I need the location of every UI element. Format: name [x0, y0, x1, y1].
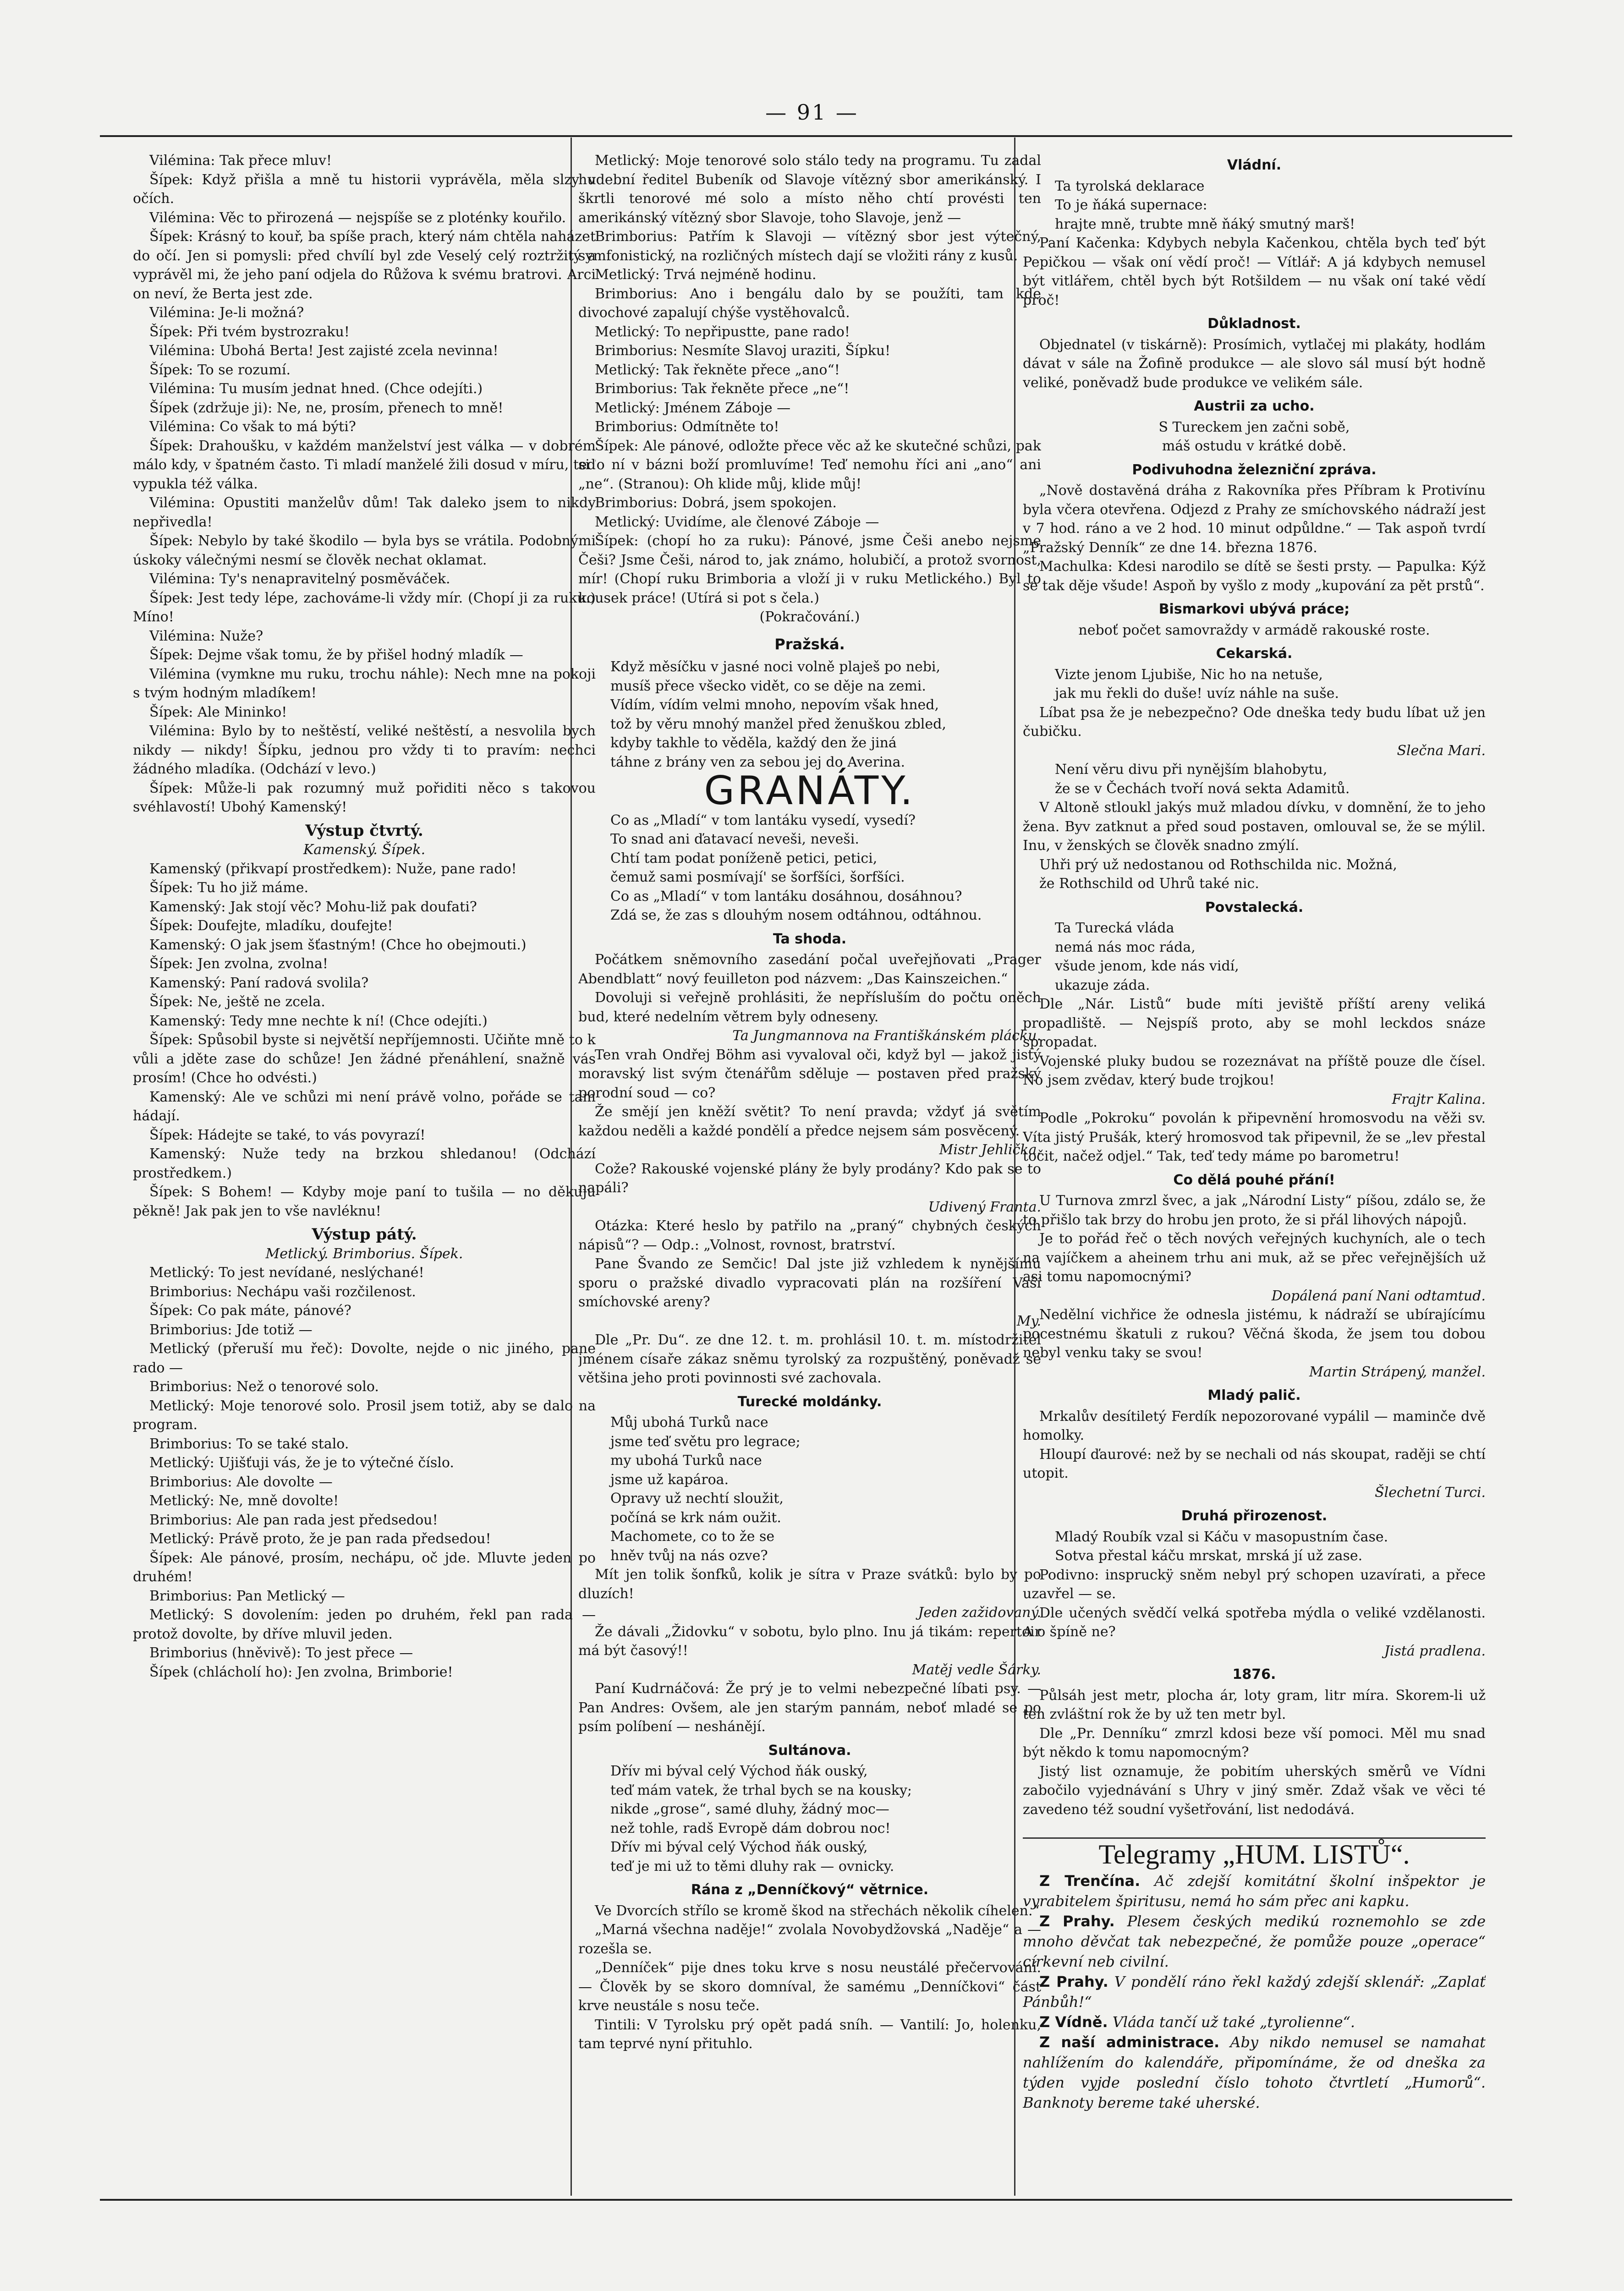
dialogue-line: Vilémina: Nuže? — [149, 628, 263, 644]
dialogue-line: Vilémina: Opustiti manželův dům! Tak daleko jsem to nikdy nepřivedla! — [133, 495, 596, 530]
dialogue-line: Brimborius: Dobrá, jsem spokojen. — [595, 495, 837, 511]
dialogue-line: Šípek: Drahoušku, v každém manželství jest válka — v dobrém málo kdy, v špatném často. Ti mladí manželé žili dosud v míru, teď vypukla též válka. — [133, 438, 596, 492]
telegram-item — [1023, 1871, 1486, 1911]
podivna-item: „Nově dostavěná dráha z Rakovníka přes Příbram k Protivínu byla včera otevřena. Odjezd z Prahy ze smíchovského nádraží jest v 7 hod. ráno a ve 2 hod. 10 minut odpůldne.“ — Tak aspoň tvrdí „Pražský Denník“ ze dne 14. března 1876. — [1023, 482, 1486, 556]
uceni-item: Dle učených svědčí velká spotřeba mýdla o veliké vzdělanosti. A o špíně ne? — [1023, 1605, 1486, 1640]
scene-4-dialogue — [133, 860, 596, 1221]
verse-line: tož by věru mnohý manžel před ženuškou zbled, — [610, 716, 946, 732]
dialogue-line: Kamenský: O jak jsem šťastným! (Chce ho obejmouti.) — [149, 937, 527, 953]
sultanova-title: Sultánova. — [768, 1742, 851, 1759]
verse-line: Když měsíčku v jasné noci volně plaješ po nebi, — [610, 659, 941, 675]
dialogue-line: Šípek: Ale Mininko! — [149, 704, 287, 720]
turnov-item: U Turnova zmrzl švec, a jak „Národní Listy“ píšou, zdálo se, že to přišlo tak brzy do hrobu jen proto, že si přál lihových nápojů. — [1023, 1193, 1486, 1228]
telegram-text: V pondělí ráno řekl každý zdejší sklenář: „Zaplať Pánbůh!“ — [1023, 1973, 1486, 2011]
povstalecka-verse — [1023, 919, 1486, 995]
verse-line: teď je mi už to těmi dluhy rak — ovnicky. — [610, 1858, 894, 1874]
column-3 — [1023, 151, 1486, 2176]
hloupi-item: Hloupí ďaurové: než by se nechali od nás skoupat, raději se chtí utopit. — [1023, 1446, 1486, 1481]
signature: My. — [1016, 1313, 1041, 1329]
telegram-text: Aby nikdo nemusel se namahat nahlížením do kalendáře, připomínáme, že od dneška za týden vyjde poslední číslo tohoto čtvrtletí „Humorů“. Banknoty bereme také uherské. — [1023, 2033, 1486, 2111]
pokrok-item: Podle „Pokroku“ povolán k připevnění hromosvodu na věži sv. Víta jistý Prušák, který hromosvod tak připevnil, že se „lev přestal točit, načež odjel.“ Tak, teď tedy máme po barometru! — [1023, 1110, 1486, 1164]
verse-line: jsme už kapároa. — [610, 1471, 729, 1488]
shoda-item: Ten vrah Ondřej Böhm asi vyvaloval oči, když byl — jakož jistý moravský list svým čtenářům sděluje — postaven před pražský porodní soud — co? — [578, 1047, 1041, 1101]
news-item: Ve Dvorcích střílo se kromě škod na střechách několik cíhelen.“ — [595, 1902, 1040, 1919]
verse-line: ukazuje záda. — [1055, 977, 1150, 993]
verse-line: Mladý Roubík vzal si Káču v masopustním čase. — [1055, 1529, 1388, 1545]
pr-dennik-item: Dle „Pr. Denníku“ zmrzl kdosi beze vší pomoci. Měl mu snad být někdo k tomu napomocným? — [1023, 1725, 1486, 1760]
news-item: „Marná všechna naděje!“ zvolala Novobydžovská „Naděje“ a — rozešla se. — [578, 1922, 1041, 1957]
play-dialogue — [133, 151, 596, 817]
signature: Frajtr Kalina. — [1392, 1091, 1486, 1107]
column-1 — [133, 151, 596, 2176]
dialogue-line: Metlický: Uvidíme, ale členové Záboje — — [595, 514, 879, 530]
shoda-item: Počátkem sněmovního zasedání počal uveřejňovati „Prager Abendblatt“ nový feuilleton pod názvem: „Das Kainszeichen.“ — [578, 952, 1041, 987]
austrii-verse — [1023, 418, 1486, 456]
dialogue-line: Šípek: Krásný to kouř, ba spíše prach, který nám chtěla naházet do očí. Jen si pomysli: před chvílí byl zde Veselý celý roztržitý a vyprávěl mi, že jeho paní odjela do Růžova k svému bratrovi. Arci on neví, že Berta jest zde. — [133, 229, 596, 302]
column-2 — [578, 151, 1041, 2176]
short-item: Paní Kudrnáčová: Že prý je to velmi nebezpečné líbati psy. — Pan Andres: Ovšem, ale jen starým pannám, neboť mladé se po psím políbení — neshánějí. — [578, 1681, 1041, 1735]
telegram-city: Z Vídně. — [1039, 2013, 1108, 2031]
vladni-title: Vládní. — [1227, 157, 1282, 173]
shoda-item-sig: Ta Jungmannova na Františkánském plácku. — [732, 1028, 1041, 1044]
verse-line: Zdá se, že zas s dlouhým nosem odtáhnou, odtáhnou. — [610, 907, 982, 923]
dialogue-line: Vilémina: Je-li možná? — [149, 305, 304, 321]
granaty-masthead: GRANÁTY. — [704, 768, 916, 814]
nar-listu-item: Dle „Nár. Listů“ bude míti jeviště příští areny veliká propadliště. — Nejspíš proto, aby se mohl leckdos snáze spropadat. — [1023, 996, 1486, 1050]
short-item: Že dávali „Židovku“ v sobotu, bylo plno. Inu já tikám: repertoir má být časový!! — [578, 1623, 1041, 1659]
dialogue-line: Brimborius: Nechápu vaši rozčilenost. — [149, 1283, 416, 1300]
altone-item: V Altoně stloukl jakýs muž mladou dívku, v domnění, že to jeho žena. Byv zatknut a před soud postaven, omlouval se, že se mýlil. Inu, v ženských se člověk snadno zmýlí. — [1023, 800, 1486, 854]
telegram-city: Z Trenčína. — [1039, 1872, 1141, 1890]
verse-line: my ubohá Turků nace — [610, 1452, 762, 1469]
shoda-item: Dle „Pr. Du“. ze dne 12. t. m. prohlásil 10. t. m. místodržitel jménem císaře zákaz sněmu tyrolský za rozpuštěný, poněvadž se většina jeho proti povinnosti své zachovala. — [578, 1332, 1041, 1386]
verse-line: máš ostudu v krátké době. — [1162, 438, 1347, 454]
scene-5-dialogue — [133, 1263, 596, 1682]
vichrice-item: Nedělní vichřice že odnesla jistému, k nádraží se ubírajícímu pocestnému škatuli z rukou? Věčná škoda, že jsem tou dobou nebyl venku taky se svou! — [1023, 1307, 1486, 1361]
telegram-text: Vláda tančí už také „tyrolienne“. — [1108, 2013, 1355, 2031]
nebezpecne-item: Líbat psa že je nebezpečno? Ode dneška tedy budu líbat už jen čubičku. — [1023, 704, 1486, 740]
verse-line: než tohle, radš Evropě dám dobrou noc! — [610, 1820, 891, 1836]
rana-items — [578, 1902, 1041, 2054]
dialogue-line: Vilémina: Tu musím jednat hned. (Chce odejíti.) — [149, 381, 483, 397]
prazska-verse — [578, 658, 1041, 772]
signature: Matěj vedle Šárky. — [912, 1661, 1041, 1678]
telegram-item — [1023, 2032, 1486, 2113]
dialogue-line: Šípek: Při tvém bystrozraku! — [149, 323, 350, 340]
dialogue-line: Šípek: Spůsobil byste si největší nepříjemnosti. Učiňte mně to k vůli a jděte zase do schůze! Jen žádné přenáhlení, snažně vás prosím! (Chce ho odvésti.) — [133, 1032, 596, 1086]
signature: Udivený Franta. — [928, 1199, 1041, 1215]
signature: Martin Strápený, manžel. — [1309, 1364, 1486, 1380]
dialogue-line: Brimborius (hněvivě): To jest přece — — [149, 1645, 413, 1661]
verse-line: Machomete, co to že se — [610, 1529, 775, 1545]
dialogue-line: Kamenský (přikvapí prostředkem): Nuže, pane rado! — [149, 860, 517, 877]
verse-line: počíná se krk nám oužit. — [610, 1509, 781, 1526]
mlady-item: Mrkalův desítiletý Ferdík nepozorované vypálil — maminče dvě homolky. — [1023, 1408, 1486, 1443]
dialogue-line: Kamenský: Ale ve schůzi mi není právě volno, pořáde se tam hádají. — [133, 1089, 596, 1124]
dialogue-line: Metlický: Tak řekněte přece „ano“! — [595, 362, 840, 378]
dukladnost-title: Důkladnost. — [1207, 316, 1301, 332]
dialogue-line: Šípek: Hádejte se také, to vás povyrazí! — [149, 1127, 426, 1143]
dialogue-line: Metlický: Moje tenorové solo stálo tedy na programu. Tu zadal hudební ředitel Bubeník od Slavoje vítězný sbor amerikánský. I škrtli tenorové mé solo a místo něho chtí provésti ten amerikánský vítězný sbor Slavoje, toho Slavoje, jenž — — [578, 153, 1041, 226]
bismarck-title: Bismarkovi ubývá práce; — [1158, 601, 1350, 617]
dialogue-line: Šípek: To se rozumí. — [149, 362, 291, 378]
verse-line: nikde „grose“, samé dluhy, žádný moc— — [610, 1801, 889, 1817]
verse-line: Vídím, vídím velmi mnoho, nepovím však hned, — [610, 697, 939, 713]
telegrams — [1023, 1871, 1486, 2113]
dialogue-line: Vilémina: Tak přece mluv! — [149, 153, 332, 169]
signature: Jeden zažidovaný. — [918, 1605, 1041, 1621]
verse-line: hněv tvůj na nás ozve? — [610, 1547, 768, 1564]
dialogue-line: Metlický: Ujišťuji vás, že je to výtečné číslo. — [149, 1455, 454, 1471]
dialogue-line: Kamenský: Jak stojí věc? Mohu-liž pak doufati? — [149, 899, 477, 915]
verse-line: Vizte jenom Ljubiše, Nic ho na netuše, — [1055, 666, 1323, 683]
granaty-verse — [578, 811, 1041, 925]
verse-line: To je ňáká supernace: — [1055, 197, 1207, 213]
shoda-title: Ta shoda. — [773, 931, 847, 947]
signature: Dopálená paní Nani odtamtud. — [1271, 1288, 1486, 1304]
dialogue-line: Brimborius: Patřím k Slavoji — vítězný sbor jest výtečný, symfonistický, na rozličných místech dají se vložiti rány z kusů. — [578, 229, 1041, 264]
verse-line: jsme teď světu pro legrace; — [610, 1433, 801, 1450]
sultanova-verse — [578, 1762, 1041, 1876]
scene-4-title: Výstup čtvrtý. — [305, 821, 423, 840]
rana-title: Rána z „Denníčkový“ větrnice. — [691, 1882, 929, 1898]
signature: Slečna Mari. — [1397, 742, 1486, 759]
dialogue-line: Vilémina: Bylo by to neštěstí, veliké neštěstí, a nesvolila bych nikdy — nikdy! Šípku, jednou pro vždy ti to pravím: nechci žádného mladíka. (Odchází v levo.) — [133, 723, 596, 777]
dialogue-line: Brimborius: Jde totiž — — [149, 1321, 313, 1338]
dialogue-line: Vilémina (vymkne mu ruku, trochu náhle): Nech mne na pokoji s tvým hodným mladíkem! — [133, 666, 596, 701]
dialogue-line: Vilémina: Věc to přirozená — nejspíše se z ploténky kouřilo. — [149, 209, 566, 226]
continuation-note: (Pokračování.) — [759, 609, 860, 625]
dialogue-line: Brimborius: Ano i bengálu dalo by se použíti, tam kde divochové zapalují chýše vystěhovalců. — [578, 285, 1041, 321]
scene-5-title: Výstup pátý. — [312, 1225, 417, 1244]
verse-line: Opravy už nechtí sloužit, — [610, 1491, 784, 1507]
verse-line: Můj ubohá Turků nace — [610, 1414, 768, 1431]
verse-line: Chtí tam podat poníženě petici, petici, — [610, 850, 878, 866]
moldanky-verse — [578, 1413, 1041, 1565]
verse-line: Ta Turecká vláda — [1055, 920, 1174, 936]
verse-line: Sotva přestal káču mrskat, mrská jí už zase. — [1055, 1548, 1363, 1564]
verse-line: Co as „Mladí“ v tom lantáku dosáhnou, dosáhnou? — [610, 888, 962, 904]
dialogue-line: Brimborius: Odmítněte to! — [595, 419, 779, 435]
machulka-item: Machulka: Kdesi narodilo se dítě se šesti prsty. — Papulka: Kýž se tak děje všude! Aspoň by vyšlo z mody „kupování za pět prstů“. — [1023, 559, 1486, 594]
mlady-title: Mladý palič. — [1207, 1387, 1301, 1403]
podivno-item: Podivno: inspruckÿ sněm nebyl prý schopen uzavírati, a přece uzavřel — se. — [1023, 1567, 1486, 1602]
shoda-item: Že smějí jen kněží světit? To není pravda; vždyť já světím každou neděli a každé pondělí a předce nejsem sám posvěcený. — [578, 1104, 1041, 1139]
news-item: Tintili: V Tyrolsku prý opět padá sníh. — Vantilí: Jo, holenku, tam teprvé nyní přituhlo. — [578, 2017, 1041, 2052]
dialogue-line: Šípek (chlácholí ho): Jen zvolna, Brimborie! — [149, 1664, 453, 1680]
dialogue-line: Brimborius: Ale pan rada jest předsedou! — [149, 1512, 438, 1528]
prani-title: Co dělá pouhé přání! — [1173, 1172, 1335, 1188]
verse-line: všude jenom, kde nás vidí, — [1055, 958, 1239, 974]
telegrams-header: Telegramy „HUM. LISTŮ“. — [1023, 1837, 1486, 1864]
verse-line: táhne z brány ven za sebou jej do Averina. — [610, 754, 905, 770]
vladni-verse — [1023, 177, 1486, 234]
dialogue-line: Metlický: Jménem Záboje — — [595, 400, 791, 416]
austrii-title: Austrii za ucho. — [1194, 398, 1315, 414]
news-item: „Denníček“ pije dnes toku krve s nosu neustálé přečervování. — Člověk by se skoro domníval, že samému „Denníčkovi“ část krve neustále s nosu teče. — [578, 1960, 1041, 2014]
kacenka-item: Paní Kačenka: Kdybych nebyla Kačenkou, chtěla bych teď být Pepičkou — však oní vědí proč! — Vítlář: A já kdybych nemusel být vitlářem, chtěl bych být Rotšildem — nu však oní také vědí proč! — [1023, 235, 1486, 308]
dialogue-line: Vilémina: Co však to má býti? — [149, 419, 356, 435]
verse-line: Dřív mi býval celý Východ ňák ouský, — [610, 1763, 868, 1779]
dialogue-line: Vilémina: Ubohá Berta! Jest zajisté zcela nevinna! — [149, 343, 499, 359]
podivna-title: Podivuhodna železniční zpráva. — [1132, 461, 1377, 478]
dialogue-line: Brimborius: Tak řekněte přece „ne“! — [595, 381, 850, 397]
dialogue-line: Šípek: Tu ho již máme. — [149, 880, 309, 896]
telegram-text: Plesem českých medikú roznemohlo se zde mnoho děvčat tak nebezpečné, že pomůže pouze „operace“ církevní neb civilní. — [1023, 1912, 1486, 1970]
dialogue-line: Kamenský: Tedy mne nechte k ní! (Chce odejíti.) — [149, 1013, 488, 1029]
dialogue-line: Metlický: S dovolením: jeden po druhém, řekl pan rada — protož dovolte, by dříve mluvil jeden. — [133, 1607, 596, 1642]
dialogue-line: Šípek (zdržuje ji): Ne, ne, prosím, přenech to mně! — [149, 400, 504, 416]
cekarska-title: Cekarská. — [1216, 646, 1293, 662]
telegram-city: Z naší administrace. — [1039, 2033, 1220, 2051]
play-dialogue-cont — [578, 151, 1041, 608]
verse-line: S Tureckem jen začni sobě, — [1158, 419, 1350, 435]
news-line: že Rothschild od Uhrů také nic. — [1039, 876, 1259, 892]
dialogue-line: Metlický: To jest nevídané, neslýchané! — [149, 1265, 424, 1281]
jisty-item: Jistý list oznamuje, že pobitím uherských směrů ve Vídni zabočilo vyjednávání s Uhry v jiný směr. Zdaž však ve věci té zavedeno též soudní vyšetřování, list nedodává. — [1023, 1763, 1486, 1818]
y1876-item: Půlsáh jest metr, plocha ár, loty gram, litr míra. Skorem-li už ten zvláštní rok že by už ten metr byl. — [1023, 1687, 1486, 1722]
telegram-city: Z Prahy. — [1039, 1973, 1108, 1990]
druha-verse — [1023, 1528, 1486, 1566]
verse-line: Ta tyrolská deklarace — [1055, 178, 1205, 194]
cekarska-verse — [1023, 665, 1486, 703]
verse-line: jak mu řekli do duše! uvíz náhle na suše. — [1055, 685, 1339, 702]
dialogue-line: Šípek: Ne, ještě ne zcela. — [149, 994, 325, 1010]
verse-line: že se v Čechách tvoří nová sekta Adamitů. — [1055, 780, 1350, 797]
verse-line: To snad ani ďatavací neveši, neveši. — [610, 831, 859, 847]
dialogue-line: Šípek: Může-li pak rozumný muž pořiditi něco s takovou svéhlavostí! Ubohý Kamenský! — [133, 780, 596, 815]
verse-line: kdyby takhle to věděla, každý den že jiná — [610, 735, 897, 751]
dialogue-line: Vilémina: Ty's nenapravitelný posměváček. — [149, 571, 450, 587]
dialogue-line: Brimborius: Pan Metlický — — [149, 1588, 345, 1604]
neni-veru-verse — [1023, 760, 1486, 798]
povstalecka-title: Povstalecká. — [1205, 899, 1304, 915]
dialogue-line: Šípek: Co pak máte, pánové? — [149, 1303, 351, 1319]
telegram-text: Ač zdejší komitátní školní inšpektor je vyrabitelem špiritusu, nemá ho sám přec ani kapku. — [1023, 1872, 1486, 1910]
verse-line: teď mám vatek, že trhal bych se na kousky; — [610, 1782, 912, 1798]
scene-5-cast: Metlický. Brimborius. Šípek. — [265, 1245, 463, 1262]
uhri-item — [1023, 855, 1486, 893]
verse-line: musíš přece všecko vidět, co se děje na zemi. — [610, 678, 926, 694]
shoda-item: Dovoluji si veřejně prohlásiti, že nepřísluším do počtu oněch bud, které nedelním větrem byly odneseny. — [578, 990, 1041, 1025]
shoda-item: Pane Švando ze Semčic! Dal jste již vzhledem k nynějšímu sporu o pražské divadlo vypracovati plán na rozšíření Vaší smíchovské areny? — [578, 1256, 1041, 1310]
short-item: Mít jen tolik šonfků, kolik je sítra v Praze svátků: bylo by po dluzích! — [578, 1567, 1041, 1602]
dialogue-line: Metlický: To nepřipustte, pane rado! — [595, 323, 850, 340]
telegram-item — [1023, 1911, 1486, 1972]
page-number: — 91 — — [765, 100, 859, 125]
verse-line: hrajte mně, trubte mně ňáký smutný marš! — [1055, 216, 1355, 232]
dukladnost-item: Objednatel (v tiskárně): Prosímich, vytlačej mi plakáty, hodlám dávat v sále na Žofině produkce — ale slovo sál musí být hodně veliké, poněvadž bude produkce ve velikém sále. — [1023, 336, 1486, 391]
dialogue-line: Šípek: Jen zvolna, zvolna! — [149, 956, 328, 972]
signature: Mistr Jehlička. — [939, 1142, 1041, 1158]
verse-line: nemá nás moc ráda, — [1055, 939, 1196, 955]
verse-line: Dřív mi býval celý Východ ňák ouský, — [610, 1839, 868, 1855]
prazska-title: Pražská. — [774, 635, 845, 653]
dialogue-line: Metlický (přeruší mu řeč): Dovolte, nejde o nic jiného, pane rado — — [133, 1341, 596, 1376]
dialogue-line: Šípek: (chopí ho za ruku): Pánové, jsme Češi anebo nejsme Češi? Jsme Češi, národ to, jak známo, holubičí, a protož svornost, mír! (Chopí ruku Brimboria a vloží ji v ruku Metlického.) Byl to kousek práce! (Utírá si pot s čela.) — [578, 533, 1041, 606]
verse-line: Co as „Mladí“ v tom lantáku vysedí, vysedí? — [610, 812, 916, 828]
y1876-title: 1876. — [1232, 1666, 1276, 1683]
druha-title: Druhá přirozenost. — [1181, 1508, 1328, 1524]
kuchyne-item: Je to pořád řeč o těch nových veřejných kuchyních, ale o tech na vajíčkem a aheinem trhu ani muk, až se přec veřejnějších už asi tomu napomocnými? — [1023, 1231, 1486, 1285]
dialogue-line: Brimborius: To se také stalo. — [149, 1436, 349, 1452]
dialogue-line: Brimborius: Ale dovolte — — [149, 1474, 333, 1490]
news-line: Uhři prý už nedostanou od Rothschilda nic. Možná, — [1039, 856, 1397, 873]
dialogue-line: Šípek: Jest tedy lépe, zachováme-li vždy mír. (Chopí ji za ruku.) Míno! — [133, 590, 596, 625]
dialogue-line: Šípek: S Bohem! — Kdyby moje paní to tušila — no děkuju pěkně! Jak pak jen to vše navléknu! — [133, 1184, 596, 1219]
moldanky-title: Turecké moldánky. — [737, 1393, 882, 1410]
dialogue-line: Šípek: Ale pánové, odložte přece věc až ke skutečné schůzi, pak si o ní v bázni boží promluvíme! Teď nemohu říci ani „ano“ ani „ne“. (Stranou): Oh klide můj, klide můj! — [578, 438, 1041, 492]
dialogue-line: Metlický: Právě proto, že je pan rada předsedou! — [149, 1531, 491, 1547]
dialogue-line: Metlický: Ne, mně dovolte! — [149, 1493, 339, 1509]
telegram-item — [1023, 1972, 1486, 2012]
dialogue-line: Metlický: Trvá nejméně hodinu. — [595, 267, 817, 283]
telegram-item — [1023, 2012, 1486, 2032]
dialogue-line: Šípek: Nebylo by také škodilo — byla bys se vrátila. Podobnými úskoky válečnými nesmí se člověk nechat oklamat. — [133, 533, 596, 568]
signature: Jistá pradlena. — [1384, 1643, 1486, 1659]
dialogue-line: Kamenský: Paní radová svolila? — [149, 975, 369, 991]
dialogue-line: Šípek: Když přišla a mně tu historii vyprávěla, měla slzy v očích. — [133, 171, 596, 207]
dialogue-line: Kamenský: Nuže tedy na brzkou shledanou! (Odchází prostředkem.) — [133, 1146, 596, 1181]
dialogue-line: Brimborius: Nesmíte Slavoj uraziti, Šípku! — [595, 343, 891, 359]
signature: Šlechetní Turci. — [1375, 1484, 1486, 1501]
shoda-item: Cože? Rakouské vojenské plány že byly prodány? Kdo pak se to napáli? — [578, 1161, 1041, 1196]
dialogue-line: Metlický: Moje tenorové solo. Prosil jsem totiž, aby se dalo na program. — [133, 1398, 596, 1433]
dialogue-line: Šípek: Ale pánové, prosím, nechápu, oč jde. Mluvte jeden po druhém! — [133, 1550, 596, 1585]
shoda-item: Otázka: Které heslo by patřilo na „praný“ chybných českých nápisů“? — Odp.: „Volnost, rovnost, bratrství. — [578, 1218, 1041, 1253]
dialogue-line: Šípek: Dejme však tomu, že by přišel hodný mladík — — [149, 647, 523, 663]
vojenske-item: Vojenské pluky budou se rozeznávat na příště pouze dle čísel. No jsem zvědav, který bude trojkou! — [1023, 1053, 1486, 1088]
dialogue-line: Šípek: Doufejte, mladíku, doufejte! — [149, 918, 393, 934]
dialogue-line: Brimborius: Než o tenorové solo. — [149, 1379, 379, 1395]
verse-line: čemuž sami posmívají' se šorfšíci, šorfšíci. — [610, 869, 905, 885]
bismarck-item: neboť počet samovraždy v armádě rakouské roste. — [1078, 622, 1430, 638]
scene-4-cast: Kamenský. Šípek. — [303, 842, 426, 858]
verse-line: Není věru divu při nynějším blahobytu, — [1055, 762, 1328, 778]
telegram-city: Z Prahy. — [1039, 1912, 1115, 1930]
